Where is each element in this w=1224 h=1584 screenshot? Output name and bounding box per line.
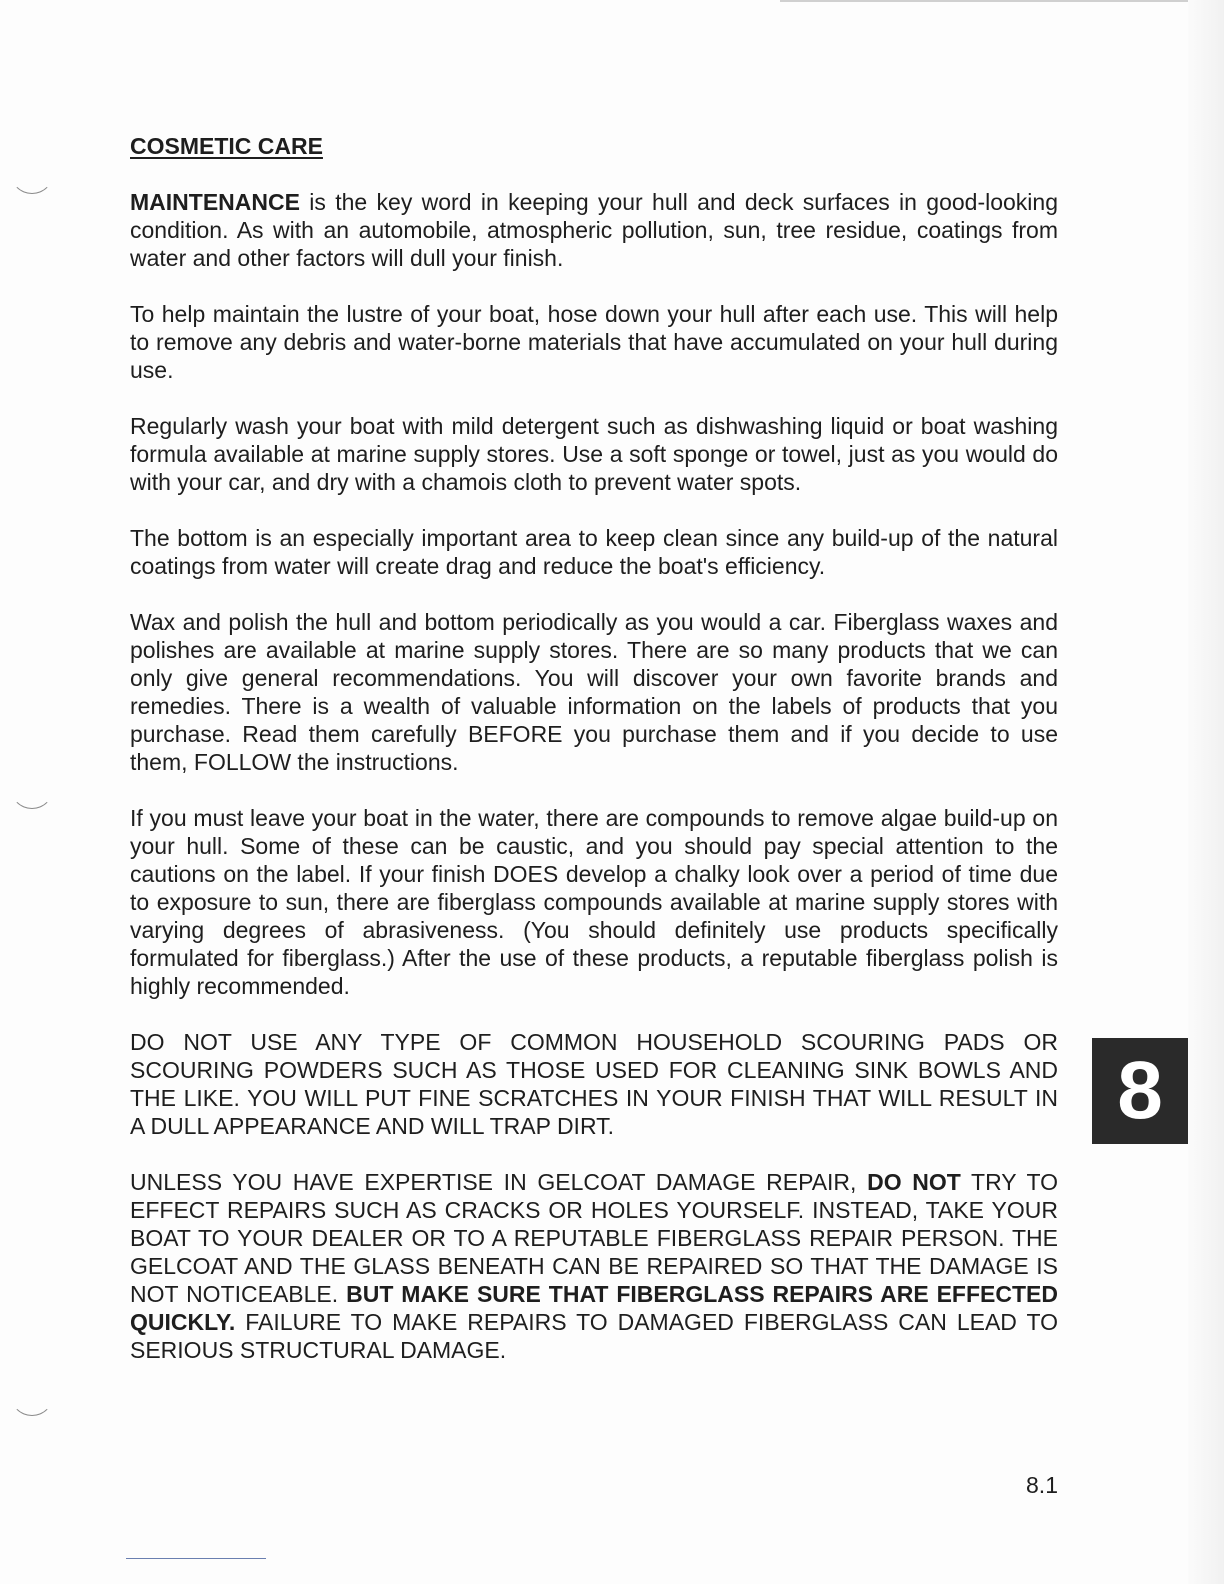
binder-hole-top (10, 150, 54, 194)
page-number: 8.1 (1026, 1472, 1058, 1498)
maintenance-keyword: MAINTENANCE (130, 189, 300, 215)
paragraph-maintenance (130, 188, 1058, 272)
paragraph-bottom: The bottom is an especially important area to keep clean since any build-up of the natural coatings from water will create drag and reduce the boat's efficiency. (130, 525, 1058, 579)
paragraph-maintenance-text: is the key word in keeping your hull and deck surfaces in good-looking condition. As with an automobile, atmospheric pollution, sun, tree residue, coatings from water and other factors will dull your finish. (130, 189, 1058, 271)
page-edge-shadow (1188, 0, 1224, 1584)
paragraph-hose-down: To help maintain the lustre of your boat, hose down your hull after each use. This will help to remove any debris and water-borne materials that have accumulated on your hull during use. (130, 301, 1058, 383)
gelcoat-text-a: UNLESS YOU HAVE EXPERTISE IN GELCOAT DAMAGE REPAIR, (130, 1169, 868, 1195)
gelcoat-text-e: FAILURE TO MAKE REPAIRS TO DAMAGED FIBERGLASS CAN LEAD TO SERIOUS STRUCTURAL DAMAGE. (130, 1309, 1058, 1363)
section-tab: 8 (1092, 1038, 1188, 1144)
do-not-emphasis: DO NOT (867, 1169, 961, 1195)
binder-hole-bottom (10, 1372, 54, 1416)
paragraph-algae: If you must leave your boat in the water, there are compounds to remove algae build-up on your hull. Some of these can be caustic, and you should pay special attention to the cautions on the label. If your finish DOES develop a chalky look over a period of time due to exposure to sun, there are fiberglass compounds available at marine supply stores with varying degrees of abrasiveness. (You should definitely use products specifically formulated for fiberglass.) After the use of these products, a reputable fiberglass polish is highly recommended. (130, 805, 1058, 999)
paragraph-gelcoat-repair (130, 1168, 1058, 1364)
top-edge-rule (780, 0, 1188, 2)
gelcoat-text-c: TRY TO EFFECT REPAIRS SUCH AS CRACKS OR HOLES YOURSELF. INSTEAD, TAKE YOUR BOAT TO YOUR DEALER OR TO A REPUTABLE FIBERGLASS REPAIR PERSON. THE GELCOAT AND THE GLASS BENEATH CAN BE REPAIRED SO THAT THE DAMAGE IS NOT NOTICEABLE. (130, 1169, 1058, 1307)
paragraph-wash: Regularly wash your boat with mild detergent such as dishwashing liquid or boat washing formula available at marine supply stores. Use a soft sponge or towel, just as you would do with your car, and dry with a chamois cloth to prevent water spots. (130, 413, 1058, 495)
page-title: COSMETIC CARE (130, 133, 323, 159)
bottom-edge-rule (126, 1558, 266, 1559)
repair-quickly-emphasis: BUT MAKE SURE THAT FIBERGLASS REPAIRS ARE EFFECTED QUICKLY. (130, 1281, 1058, 1335)
paragraph-wax-polish: Wax and polish the hull and bottom periodically as you would a car. Fiberglass waxes and polishes are available at marine supply stores. There are so many products that we can only give general recommendations. You will discover your own favorite brands and remedies. There is a wealth of valuable information on the labels of products that you purchase. Read them carefully BEFORE you purchase them and if you decide to use them, FOLLOW the instructions. (130, 609, 1058, 775)
paragraph-scouring-warning: DO NOT USE ANY TYPE OF COMMON HOUSEHOLD SCOURING PADS OR SCOURING POWDERS SUCH AS THOSE USED FOR CLEANING SINK BOWLS AND THE LIKE. YOU WILL PUT FINE SCRATCHES IN YOUR FINISH THAT WILL RESULT IN A DULL APPEARANCE AND WILL TRAP DIRT. (130, 1029, 1058, 1139)
page-body (130, 130, 1058, 1392)
binder-hole-middle (10, 765, 54, 809)
